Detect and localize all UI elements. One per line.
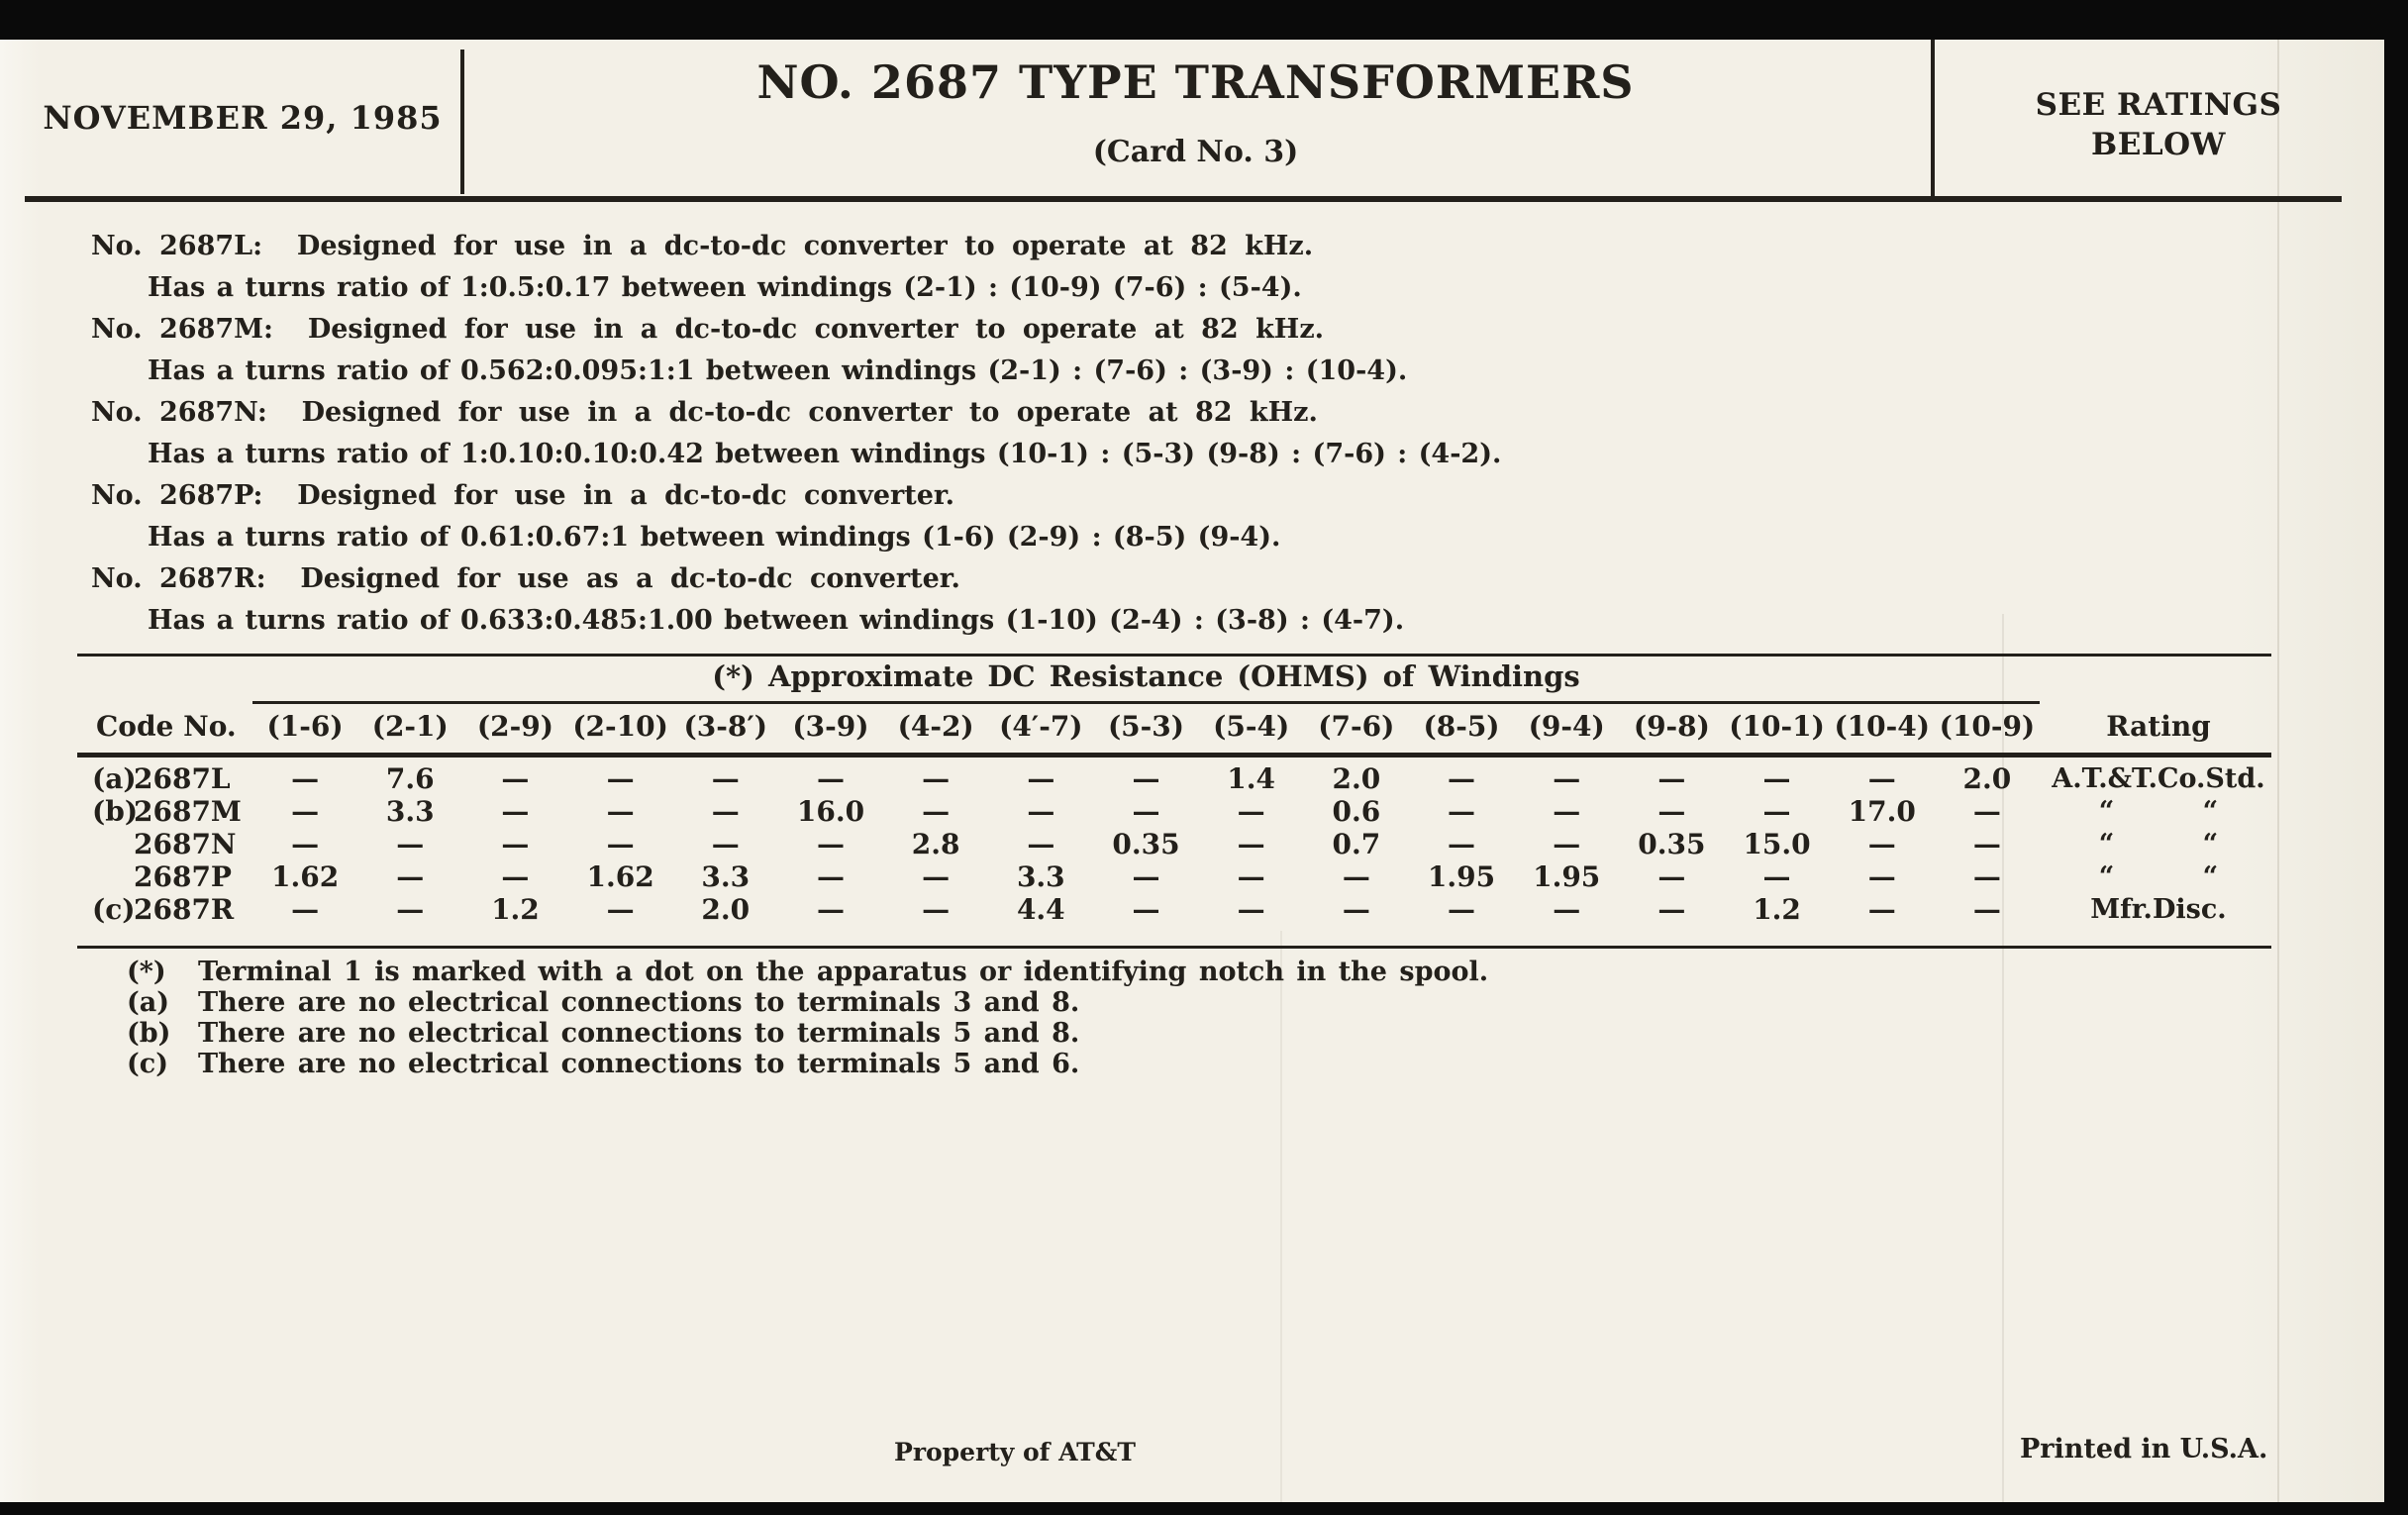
ratings-note-line2: BELOW [2091,127,2226,162]
column-header-winding: (7-6) [1318,710,1395,743]
table-title: (*) Approximate DC Resistance (OHMS) of Windings [712,659,1580,693]
resistance-value: 2.0 [1332,762,1381,795]
column-header-winding: (10-1) [1729,710,1825,743]
footnote [127,987,1488,1018]
resistance-value: — [1237,860,1265,893]
table-rule-bottom [77,946,2271,949]
column-header-winding: (4′-7) [999,710,1083,743]
resistance-value: — [291,893,320,926]
resistance-value: 3.3 [701,860,751,893]
column-header-rating: Rating [2106,710,2211,743]
resistance-value: — [1657,860,1686,893]
table-rule-top [77,654,2271,656]
resistance-value: — [1867,762,1896,795]
resistance-value: 0.35 [1638,828,1706,860]
resistance-value: — [1657,893,1686,926]
resistance-value: 1.4 [1227,762,1276,795]
scan-edge-right [2384,0,2408,1515]
property-note: Property of AT&T [894,1438,1136,1466]
resistance-value: — [1237,828,1265,860]
resistance-value: 17.0 [1848,795,1916,828]
paper-crease-line [2002,614,2004,1502]
resistance-value: 0.6 [1332,795,1381,828]
column-header-winding: (5-3) [1107,710,1185,743]
resistance-value: — [1448,828,1476,860]
row-footnote-marker [84,860,134,893]
description-intro-line: No. 2687L: Designed for use in a dc-to-dc converter to operate at 82 kHz. [91,231,1314,261]
resistance-value: — [1762,795,1791,828]
row-code-text: 2687R [134,893,235,926]
table-row [84,828,2277,860]
resistance-value: — [1762,762,1791,795]
resistance-value: — [1342,860,1370,893]
resistance-value: — [1972,860,2001,893]
resistance-value: 0.35 [1112,828,1180,860]
resistance-value: — [1657,762,1686,795]
footnote-list [127,957,1488,1079]
resistance-value: — [606,762,635,795]
scan-edge-bottom [0,1502,2408,1515]
resistance-value: 1.95 [1427,860,1496,893]
resistance-value: — [501,828,530,860]
resistance-value: — [1342,893,1370,926]
resistance-value: — [396,860,425,893]
resistance-value: — [922,893,951,926]
column-header-winding: (4-2) [897,710,974,743]
header-divider-right [1931,40,1935,198]
resistance-value: 7.6 [385,762,435,795]
resistance-value: — [816,893,845,926]
table-row [84,860,2277,893]
resistance-value: 2.0 [701,893,751,926]
row-rating: “ “ [2098,861,2219,892]
resistance-value: — [1867,860,1896,893]
header-divider-left [460,50,464,194]
row-code-text: 2687N [134,828,237,860]
resistance-value: — [816,828,845,860]
footnote-marker: (*) [127,957,166,987]
table-header-row [84,707,2277,747]
resistance-value: 2.0 [1962,762,2012,795]
resistance-value: 16.0 [796,795,865,828]
resistance-value: 1.2 [1753,893,1801,926]
column-header-winding: (2-10) [572,710,668,743]
row-code [84,762,252,795]
footnote [127,1018,1488,1049]
footnote-marker: (b) [127,1018,171,1049]
resistance-value: — [1553,795,1581,828]
column-header-winding: (2-9) [476,710,553,743]
footnote-text: Terminal 1 is marked with a dot on the apparatus or identifying notch in the spool. [198,957,1489,987]
description-intro-line: No. 2687P: Designed for use in a dc-to-dc converter. [91,480,955,511]
resistance-value: — [1132,795,1160,828]
row-code-text: 2687M [134,795,242,828]
description-list [91,226,2329,642]
description-intro-line: No. 2687M: Designed for use in a dc-to-dc converter to operate at 82 kHz. [91,314,1325,345]
resistance-value: — [606,828,635,860]
table-rule-under-header [77,753,2271,758]
table-row [84,893,2277,926]
column-header-winding: (9-4) [1528,710,1605,743]
row-code [84,828,252,860]
resistance-value: 3.3 [1016,860,1065,893]
resistance-value: — [501,762,530,795]
resistance-value: — [1237,893,1265,926]
table-row [84,795,2277,828]
column-header-winding: (10-9) [1939,710,2036,743]
header-rule [25,196,2342,202]
column-header-winding: (1-6) [266,710,344,743]
description-intro-line: No. 2687R: Designed for use as a dc-to-dc converter. [91,563,960,594]
table-rule-under-title [252,701,2040,704]
resistance-value: — [501,795,530,828]
row-footnote-marker [84,828,134,860]
resistance-value: 0.7 [1332,828,1381,860]
resistance-value: — [1237,795,1265,828]
column-header-winding: (3-9) [792,710,869,743]
resistance-value: — [922,795,951,828]
resistance-value: — [1867,828,1896,860]
resistance-value: — [1027,762,1055,795]
resistance-value: 3.3 [385,795,435,828]
resistance-value: — [816,762,845,795]
resistance-value: — [1448,795,1476,828]
footnote [127,1049,1488,1079]
footnote-marker: (a) [127,987,170,1018]
resistance-value: — [1132,762,1160,795]
resistance-value: — [1867,893,1896,926]
footnote-text: There are no electrical connections to terminals 5 and 8. [198,1018,1080,1049]
resistance-value: — [816,860,845,893]
column-header-winding: (2-1) [371,710,449,743]
description-ratio-line: Has a turns ratio of 1:0.5:0.17 between windings (2-1) : (10-9) (7-6) : (5-4). [148,272,1302,303]
footnote-marker: (c) [127,1049,168,1079]
resistance-value: — [1132,893,1160,926]
resistance-value: — [1972,795,2001,828]
table-body [84,762,2277,926]
resistance-value: — [1762,860,1791,893]
resistance-value: — [1553,762,1581,795]
scan-edge-top [0,0,2408,40]
resistance-value: 1.62 [270,860,340,893]
row-code [84,893,252,926]
row-code-text: 2687P [134,860,232,893]
footnote-text: There are no electrical connections to terminals 3 and 8. [198,987,1080,1018]
card-number: (Card No. 3) [1092,135,1299,169]
resistance-value: 1.2 [491,893,540,926]
resistance-value: — [711,795,740,828]
resistance-value: — [922,860,951,893]
description-ratio-line: Has a turns ratio of 0.633:0.485:1.00 between windings (1-10) (2-4) : (3-8) : (4-7). [148,605,1405,636]
resistance-value: — [1027,828,1055,860]
column-header-winding: (8-5) [1423,710,1500,743]
row-rating: Mfr.Disc. [2090,894,2227,925]
description-ratio-line: Has a turns ratio of 1:0.10:0.10:0.42 between windings (10-1) : (5-3) (9-8) : (7-6) : (4-2). [148,439,1502,469]
card-date: NOVEMBER 29, 1985 [43,99,443,137]
row-code [84,860,252,893]
footnote [127,957,1488,987]
resistance-value: — [1553,893,1581,926]
resistance-value: — [291,762,320,795]
resistance-value: — [922,762,951,795]
resistance-value: — [396,828,425,860]
resistance-value: — [501,860,530,893]
ratings-note-line1: SEE RATINGS [2035,87,2282,123]
resistance-value: — [711,828,740,860]
row-rating: “ “ [2098,796,2219,827]
row-footnote-marker: (b) [92,795,139,828]
row-rating: “ “ [2098,829,2219,859]
resistance-value: — [291,828,320,860]
resistance-value: — [606,795,635,828]
resistance-value: — [1448,762,1476,795]
column-header-code: Code No. [96,710,237,743]
table-row [84,762,2277,795]
row-rating: A.T.&T.Co.Std. [2052,763,2265,794]
row-code-text: 2687L [134,762,231,795]
row-footnote-marker: (a) [92,762,137,795]
resistance-value: 15.0 [1743,828,1811,860]
footnote-text: There are no electrical connections to terminals 5 and 6. [198,1049,1080,1079]
resistance-value: 1.95 [1533,860,1601,893]
resistance-value: — [606,893,635,926]
row-footnote-marker: (c) [92,893,136,926]
resistance-value: — [396,893,425,926]
resistance-value: — [1448,893,1476,926]
ratings-note [1941,85,2376,164]
resistance-value: — [1972,893,2001,926]
resistance-value: — [1553,828,1581,860]
resistance-value: 4.4 [1016,893,1065,926]
resistance-value: — [1027,795,1055,828]
description-ratio-line: Has a turns ratio of 0.562:0.095:1:1 between windings (2-1) : (7-6) : (3-9) : (10-4). [148,355,1408,386]
resistance-value: — [711,762,740,795]
description-ratio-line: Has a turns ratio of 0.61:0.67:1 between windings (1-6) (2-9) : (8-5) (9-4). [148,522,1281,553]
resistance-value: — [1657,795,1686,828]
printed-note: Printed in U.S.A. [2020,1434,2268,1464]
resistance-value: 1.62 [586,860,654,893]
resistance-value: — [1132,860,1160,893]
description-intro-line: No. 2687N: Designed for use in a dc-to-dc converter to operate at 82 kHz. [91,397,1318,428]
column-header-winding: (5-4) [1213,710,1290,743]
column-header-winding: (10-4) [1834,710,1931,743]
resistance-value: 2.8 [911,828,960,860]
column-header-winding: (9-8) [1633,710,1710,743]
row-code [84,795,252,828]
resistance-value: — [1972,828,2001,860]
card-title: NO. 2687 TYPE TRANSFORMERS [756,55,1635,109]
column-header-winding: (3-8′) [683,710,768,743]
resistance-value: — [291,795,320,828]
